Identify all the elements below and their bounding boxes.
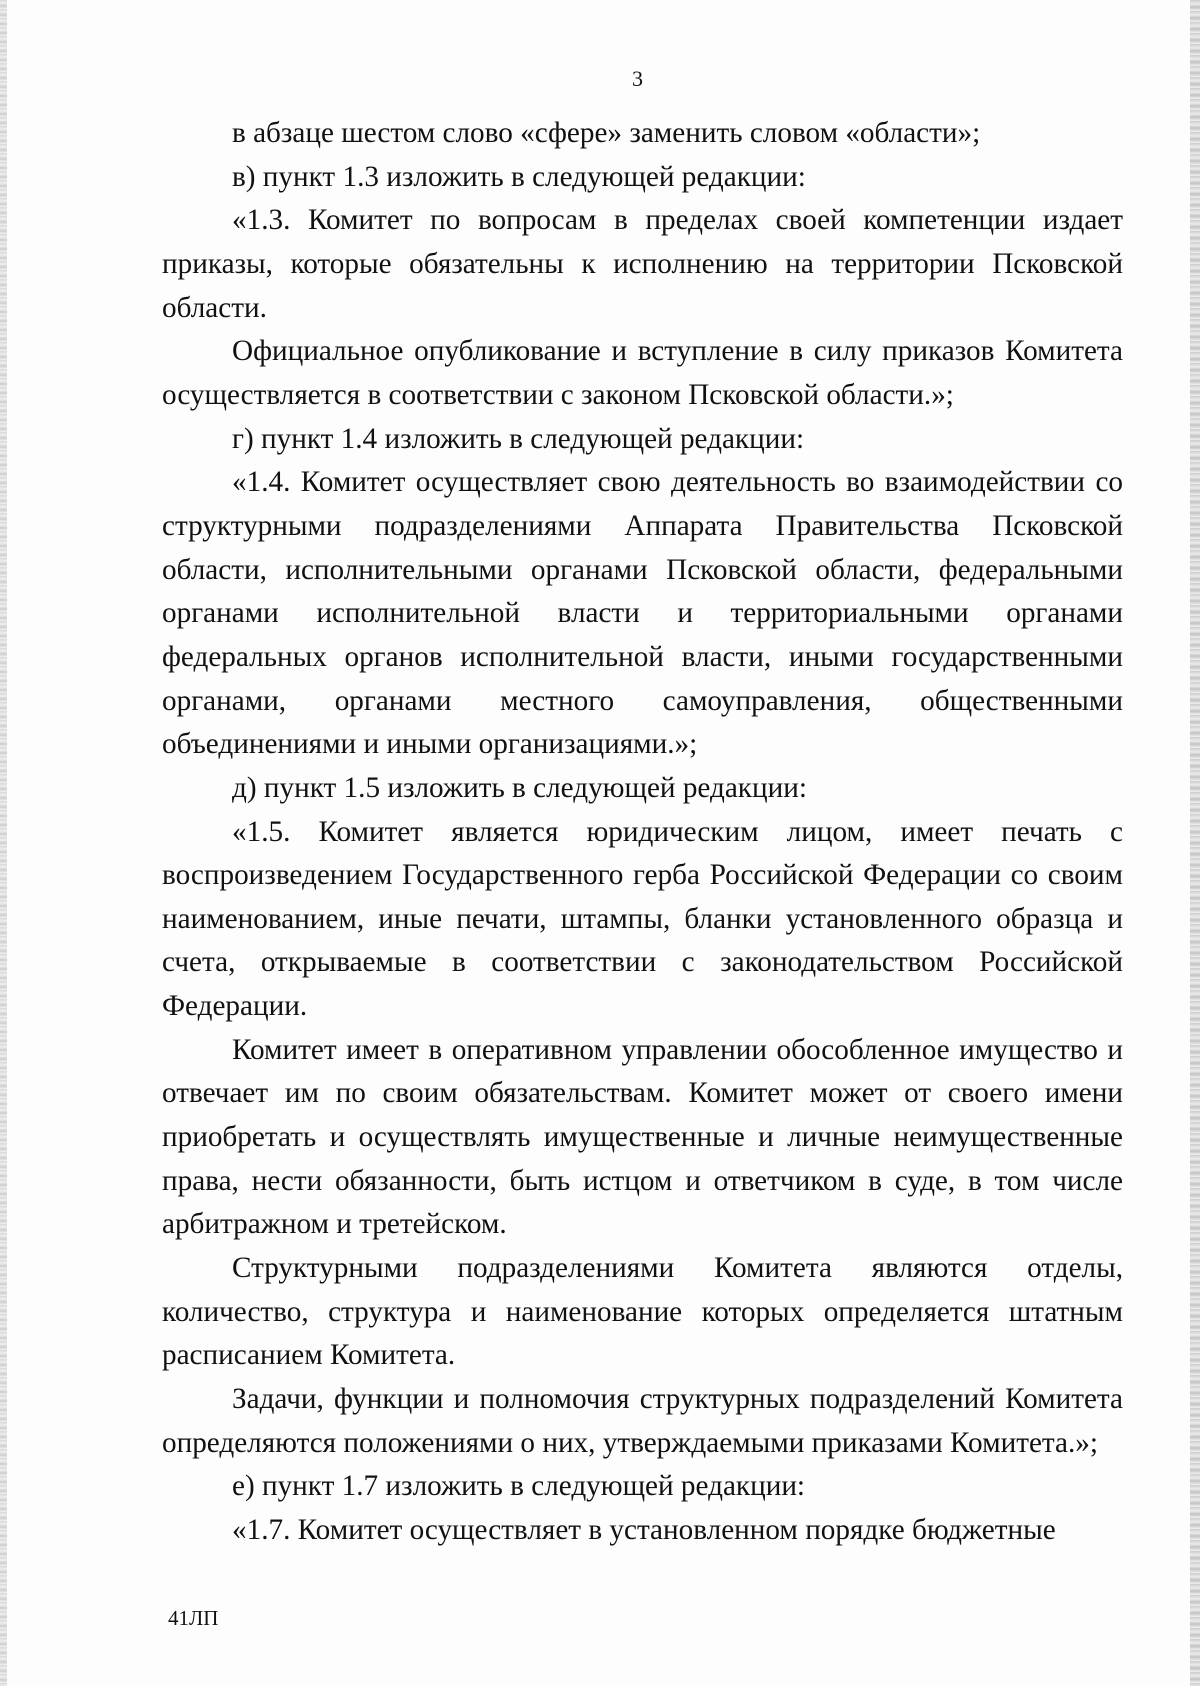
- paragraph-1-5-text: «1.5. Комитет является юридическим лицом, имеет печать с воспроизведением Государственного герба Российской Федерации со своим наименованием, иные печати, штампы, бланки установленного образца и счета, открываемые в соответствии с законодательством Российской Федерации.: [162, 815, 1123, 1023]
- paragraph-oficialnoe-opublikovanie: Официальное опубликование и вступление в силу приказов Комитета осуществляется в соответствии с законом Псковской области.»;: [162, 335, 1123, 411]
- paragraph-abzac-shestoy: в абзаце шестом слово «сфере» заменить словом «области»;: [232, 117, 981, 149]
- document-body: [162, 112, 1123, 1553]
- scan-edge-right: [1190, 0, 1200, 1686]
- paragraph-g-punkt-1-4: г) пункт 1.4 изложить в следующей редакции:: [232, 422, 805, 455]
- paragraph-1-7-text: «1.7. Комитет осуществляет в установленном порядке бюджетные: [232, 1514, 1056, 1546]
- paragraph-imushchestvo: Комитет имеет в оперативном управлении обособленное имущество и отвечает им по своим обязательствам. Комитет может от своего имени приобретать и осуществлять имущественные и личные неимущественные права, нести обязанности, быть истцом и ответчиком в суде, в том числе арбитражном и третейском.: [162, 1033, 1123, 1241]
- paragraph-strukturnye-podrazdeleniya: Структурными подразделениями Комитета являются отделы, количество, структура и наименование которых определяется штатным расписанием Комитета.: [162, 1252, 1123, 1372]
- page-number: 3: [632, 66, 643, 91]
- paragraph-1-4-text: «1.4. Комитет осуществляет свою деятельность во взаимодействии со структурными подразделениями Аппарата Правительства Псковской области, исполнительными органами Псковской области, федеральными органами исполнительной власти и территориальными органами федеральных органов исполнительной власти, иными государственными органами, органами местного самоуправления, общественными объединениями и иными организациями.»;: [162, 466, 1123, 761]
- paragraph-1-3-text: «1.3. Комитет по вопросам в пределах своей компетенции издает приказы, которые обязательны к исполнению на территории Псковской области.: [162, 204, 1123, 324]
- paragraph-d-punkt-1-5: д) пункт 1.5 изложить в следующей редакции:: [232, 771, 807, 804]
- paragraph-zadachi-funkcii: Задачи, функции и полномочия структурных подразделений Комитета определяются положениями о них, утверждаемыми приказами Комитета.»;: [162, 1383, 1123, 1459]
- scan-edge-left: [0, 0, 7, 1686]
- paragraph-e-punkt-1-7: е) пункт 1.7 изложить в следующей редакции:: [232, 1470, 806, 1503]
- document-footer-code: 41ЛП: [168, 1606, 219, 1630]
- paragraph-v-punkt-1-3: в) пункт 1.3 изложить в следующей редакции:: [232, 160, 806, 193]
